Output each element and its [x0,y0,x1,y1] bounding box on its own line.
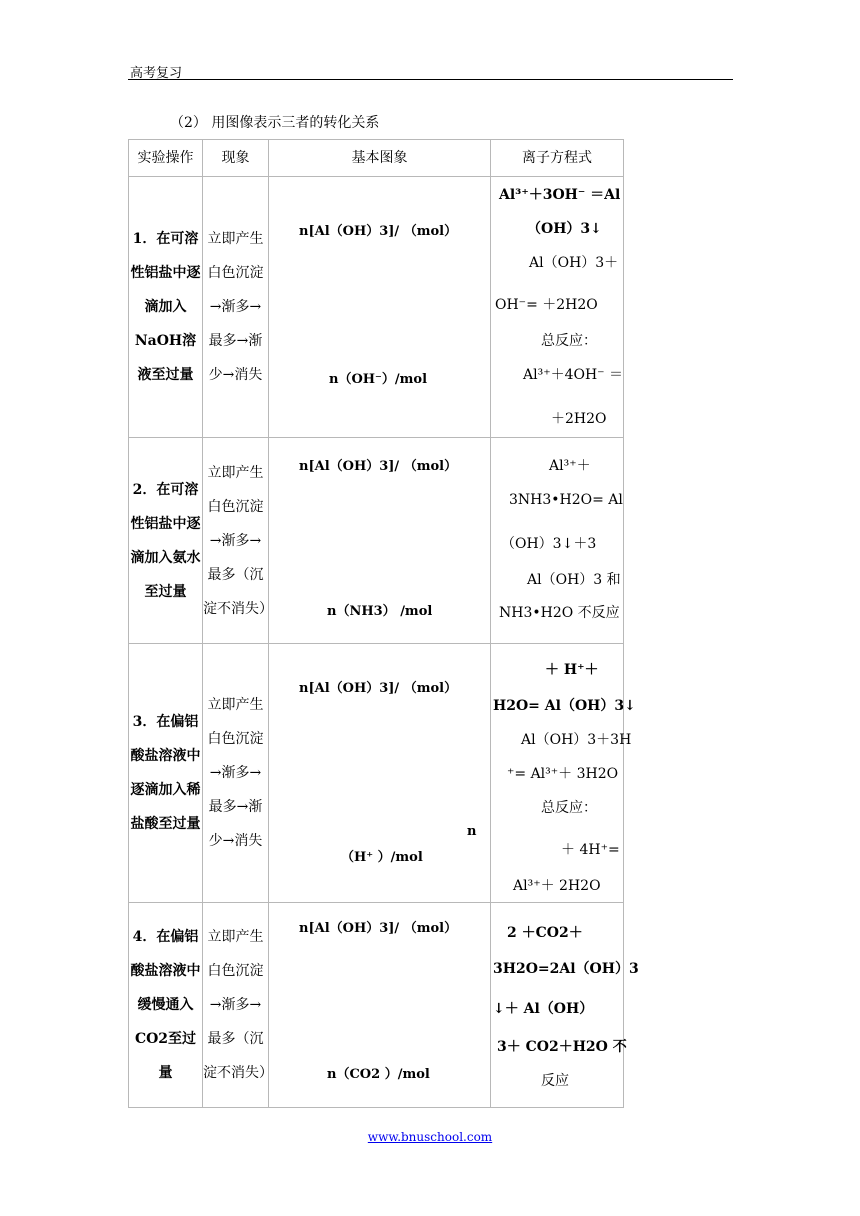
equation-line: （OH）3↓ [527,221,602,237]
graph-cell [269,177,491,438]
graph-x-label: （H⁺ ）/mol [341,850,423,865]
header-rule [128,79,733,80]
operation-cell: 1．在可溶性铝盐中逐滴加入NaOH溶液至过量 [129,177,203,438]
operation-cell: 3．在偏铝酸盐溶液中逐滴加入稀盐酸至过量 [129,644,203,903]
phenomenon-cell: 立即产生白色沉淀→渐多→最多→渐少→消失 [203,644,269,903]
graph-cell [269,903,491,1108]
equation-line: 2 ＋CO2＋ [507,925,583,941]
equation-cell [491,177,624,438]
header-phenomenon: 现象 [203,140,269,177]
equation-line: 总反应： [541,333,597,349]
table-row [129,177,624,438]
equation-line: ＋2H2O [551,411,607,427]
header-graph: 基本图象 [269,140,491,177]
equation-line: Al³⁺＋ [549,458,591,474]
equation-line: 总反应： [541,800,597,816]
graph-x-n: n [467,824,477,839]
equation-line: 3H2O=2Al（OH）3 [493,961,639,977]
operation-cell: 4．在偏铝酸盐溶液中缓慢通入CO2至过量 [129,903,203,1108]
equation-line: Al（OH）3＋ [529,255,619,271]
graph-y-label: n[Al（OH）3]/ （mol） [299,224,458,239]
phenomenon-cell: 立即产生白色沉淀→渐多→最多→渐少→消失 [203,177,269,438]
equation-cell [491,644,636,903]
equation-line: OH⁻= ＋2H2O [495,297,598,313]
footer-link-row [0,1130,860,1144]
equation-cell [491,438,624,644]
operation-cell: 2．在可溶性铝盐中逐滴加入氨水至过量 [129,438,203,644]
equation-line: 3＋ CO2＋H2O 不 [497,1039,627,1055]
graph-cell [269,644,491,903]
graph-x-label: n（CO2 ）/mol [327,1067,430,1082]
section-title: （2） 用图像表示三者的转化关系 [170,115,380,131]
phenomenon-cell: 立即产生白色沉淀→渐多→最多（沉淀不消失） [203,438,269,644]
equation-line: Al³⁺＋4OH⁻ ＝ [523,367,624,383]
equation-cell [491,903,639,1108]
equation-line: ＋ 4H⁺= [561,842,620,858]
graph-x-label: n（NH3） /mol [327,604,433,619]
equation-line: Al³⁺＋ 2H2O [513,878,601,894]
conversion-table [128,139,639,1108]
graph-cell [269,438,491,644]
phenomenon-cell: 立即产生白色沉淀→渐多→最多（沉淀不消失） [203,903,269,1108]
equation-line: ↓＋ Al（OH） [493,1001,594,1017]
header-equation: 离子方程式 [491,140,624,177]
equation-line: Al（OH）3 和 [527,572,621,588]
graph-y-label: n[Al（OH）3]/ （mol） [299,921,458,936]
footer-link[interactable]: www.bnuschool.com [367,1130,493,1144]
graph-y-label: n[Al（OH）3]/ （mol） [299,681,458,696]
page-header: 高考复习 [130,66,183,81]
equation-line: 反应 [541,1073,569,1089]
table-row [129,903,624,1108]
equation-line: 3NH3•H2O= Al [509,492,623,508]
table-row [129,644,624,903]
equation-line: NH3•H2O 不反应 [499,605,620,621]
table-header-row [129,140,624,177]
equation-line: Al³⁺＋3OH⁻ ＝Al [499,187,621,203]
graph-y-label: n[Al（OH）3]/ （mol） [299,459,458,474]
equation-line: Al（OH）3＋3H [521,732,632,748]
graph-x-label: n（OH⁻）/mol [329,372,428,387]
equation-line: H2O= Al（OH）3↓ [493,698,636,714]
equation-line: ⁺= Al³⁺＋ 3H2O [507,766,619,782]
equation-line: ＋ H⁺＋ [545,662,599,678]
equation-line: （OH）3↓＋3 [501,536,597,552]
table-row [129,438,624,644]
header-operation: 实验操作 [129,140,203,177]
